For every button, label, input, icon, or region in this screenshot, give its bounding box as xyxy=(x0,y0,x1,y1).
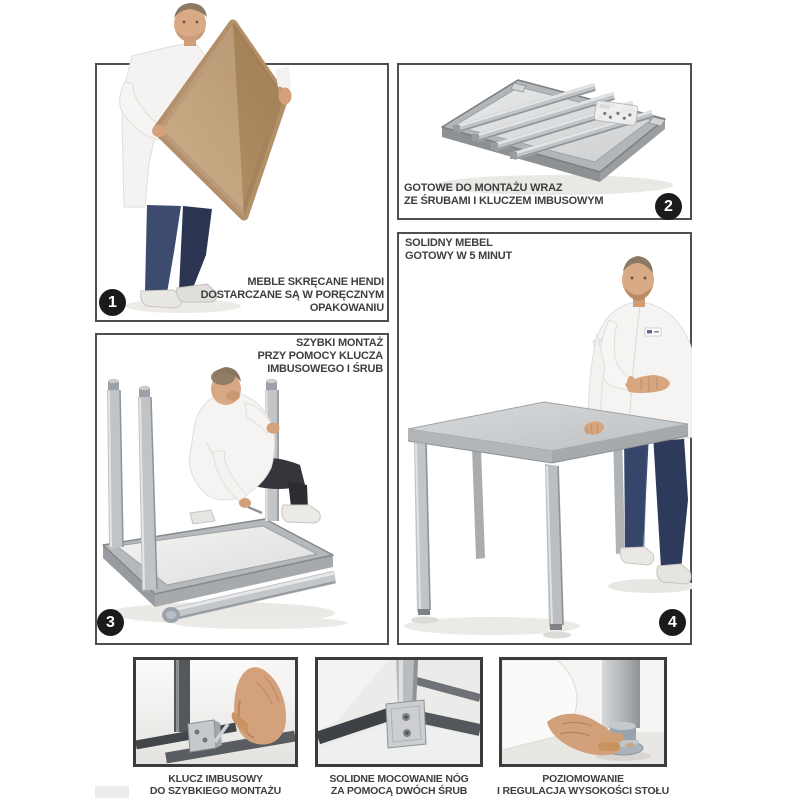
mounted-leg-left xyxy=(107,379,123,549)
detail-photo-adjustable-foot-image xyxy=(502,660,664,764)
chef-figure-crouching xyxy=(189,367,320,524)
step-2-text: GOTOWE DO MONTAŻU WRAZ ZE ŚRUBAMI I KLUCZEM IMBUSOWYM xyxy=(404,182,604,207)
step-3-photo-assembling-legs xyxy=(95,333,389,645)
caption-hex-key: KLUCZ IMBUSOWY DO SZYBKIEGO MONTAŻU xyxy=(149,773,282,797)
step-2-badge: 2 xyxy=(655,193,682,220)
corner-bracket xyxy=(188,720,222,752)
detail-photo-adjustable-foot xyxy=(499,657,667,767)
step-3-badge: 3 xyxy=(97,609,124,636)
assembled-table xyxy=(408,402,688,639)
caption-leg-bracket: SOLIDNE MOCOWANIE NÓG ZA POMOCĄ DWÓCH ŚRUB xyxy=(329,773,469,797)
hand-on-box-left xyxy=(152,125,166,137)
detail-photo-leg-bracket-image xyxy=(318,660,480,764)
caption-leveling: POZIOMOWANIE I REGULACJA WYSOKOŚCI STOŁU xyxy=(497,773,669,797)
detail-photo-hex-key xyxy=(133,657,298,767)
step-3-text: SZYBKI MONTAŻ PRZY POMOCY KLUCZA IMBUSOWEGO I ŚRUB xyxy=(257,337,383,375)
hand-on-leg xyxy=(267,423,280,434)
step-1-photo-chef-carrying-box xyxy=(95,0,389,322)
floor-shadow xyxy=(172,617,348,629)
chest-logo xyxy=(645,328,661,336)
step-1-badge: 1 xyxy=(99,289,126,316)
table-leg-bottom xyxy=(602,660,640,728)
table-leg-rear-left xyxy=(472,447,485,559)
hex-key-icon xyxy=(248,507,262,513)
step-4-photo-finished-table xyxy=(397,232,692,645)
step-4-badge: 4 xyxy=(659,609,686,636)
scan-artifact xyxy=(95,786,129,798)
detail-photo-leg-bracket xyxy=(315,657,483,767)
inverted-tabletop xyxy=(103,519,333,607)
detail-photo-hex-key-image xyxy=(136,660,295,764)
mounting-bracket xyxy=(386,700,426,748)
table-leg-rear-right xyxy=(613,433,625,554)
step-1-text: MEBLE SKRĘCANE HENDI DOSTARCZANE SĄ W PORĘCZNYM OPAKOWANIU xyxy=(200,276,384,314)
step-4-text: SOLIDNY MEBEL GOTOWY W 5 MINUT xyxy=(405,237,513,262)
